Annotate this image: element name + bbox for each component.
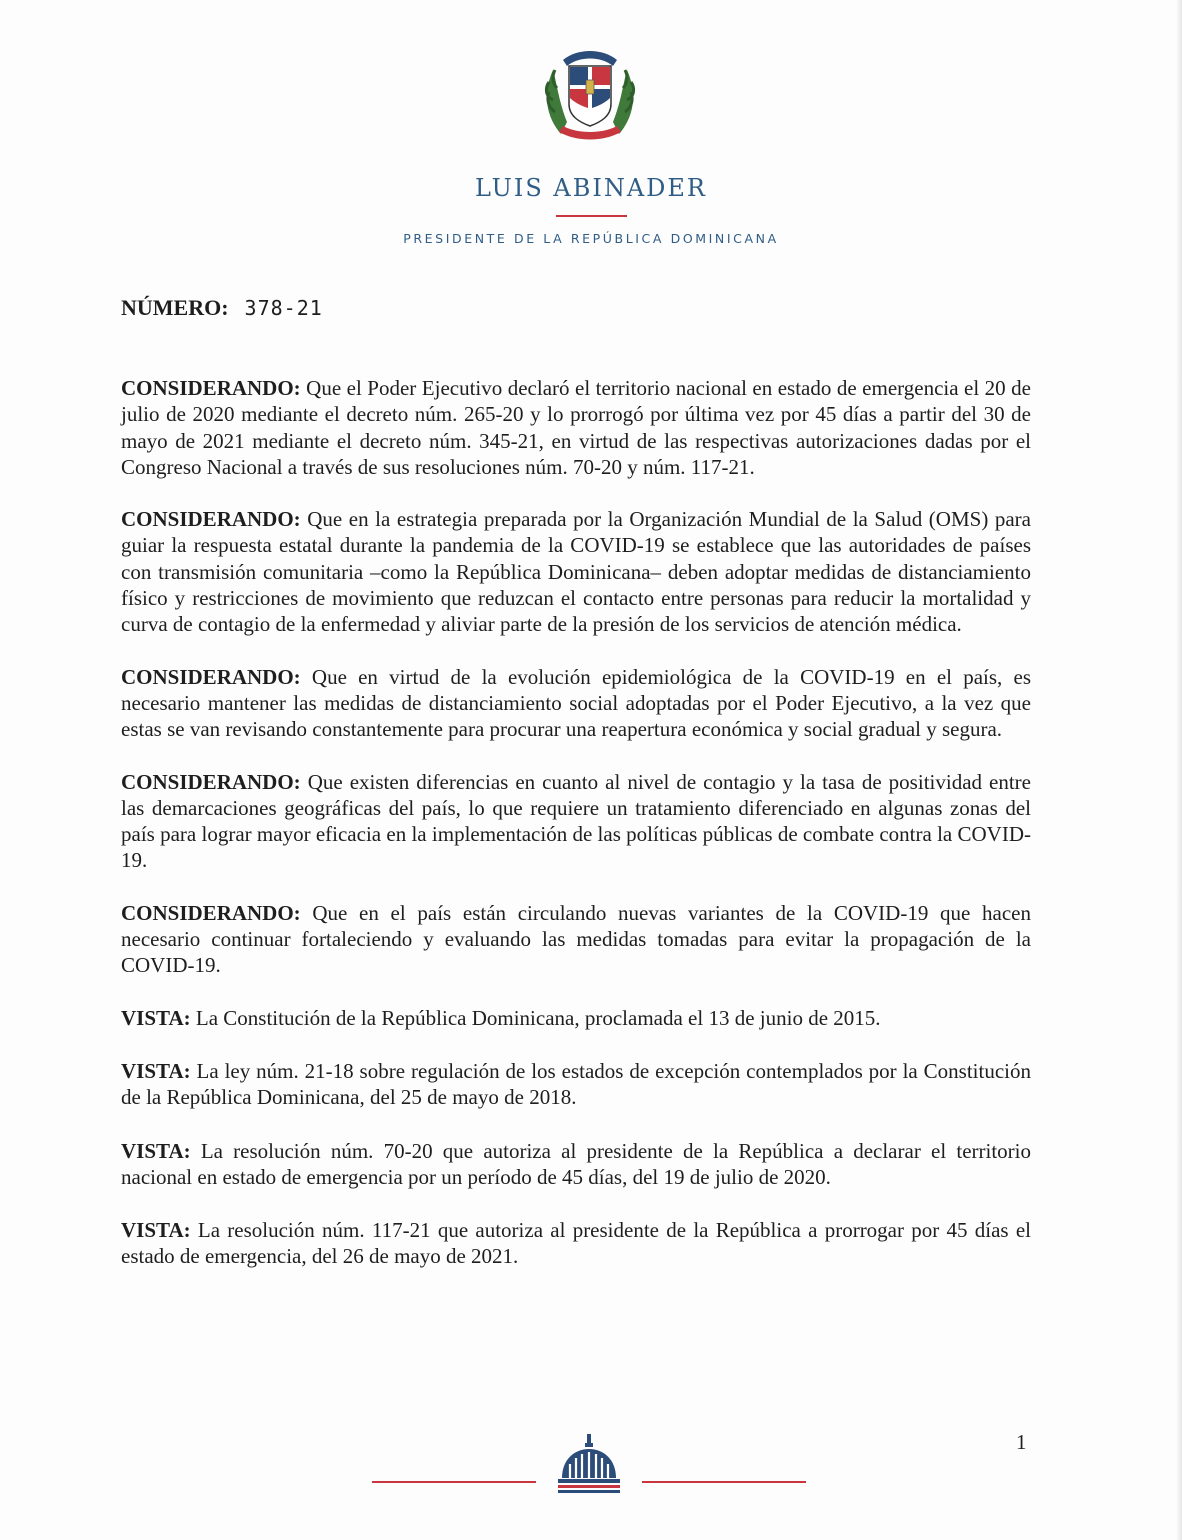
footer-divider-right [642,1481,806,1483]
vista-paragraph [121,1138,1031,1191]
paragraph-keyword: CONSIDERANDO: [121,507,301,532]
vista-paragraph [121,1058,1031,1111]
president-title: PRESIDENTE DE LA REPÚBLICA DOMINICANA [403,231,779,246]
vista-paragraph [121,1217,1031,1270]
decree-number-label: NÚMERO: [121,295,229,320]
paragraph-text: Que existen diferencias en cuanto al nivel de contagio y la tasa de positividad entre las demarcaciones geográficas del país, lo que requiere un tratamiento diferenciado en algunas zonas del país para lograr mayor eficacia en la implementación de las políticas públicas de combate contra la COVID-19. [121,769,1031,873]
decree-number [121,295,323,321]
header-divider [556,215,627,217]
considerando-paragraph [121,506,1031,637]
vista-paragraph [121,1005,1031,1031]
paragraph-text: Que el Poder Ejecutivo declaró el territorio nacional en estado de emergencia el 20 de julio de 2020 mediante el decreto núm. 265-20 y lo prorrogó por última vez por 45 días a partir del 30 de mayo de 2021 mediante el decreto núm. 345-21, en virtud de las respectivas autorizaciones dadas por el Congreso Nacional a través de sus resoluciones núm. 70-20 y núm. 117-21. [121,376,1031,479]
palace-dome-icon [556,1434,622,1494]
footer-divider-left [372,1481,536,1483]
considerando-paragraph [121,664,1031,743]
paragraph-text: La resolución núm. 70-20 que autoriza al presidente de la República a declarar el territorio nacional en estado de emergencia por un período de 45 días, del 19 de julio de 2020. [121,1138,1031,1189]
paragraph-text: La resolución núm. 117-21 que autoriza al presidente de la República a prorrogar por 45 días el estado de emergencia, del 26 de mayo de 2021. [121,1218,1031,1269]
document-body [121,375,1031,1297]
considerando-paragraph [121,375,1031,480]
considerando-paragraph [121,769,1031,874]
paragraph-keyword: VISTA: [121,1218,191,1243]
paragraph-keyword: CONSIDERANDO: [121,664,301,689]
paragraph-keyword: VISTA: [121,1138,191,1163]
paragraph-keyword: VISTA: [121,1058,191,1083]
paragraph-keyword: CONSIDERANDO: [121,900,301,925]
considerando-paragraph [121,900,1031,979]
coat-of-arms-icon [541,42,639,144]
decree-number-value: 378-21 [244,296,323,320]
paragraph-keyword: CONSIDERANDO: [121,376,301,400]
president-name: LUIS ABINADER [474,174,707,202]
paragraph-text: Que en virtud de la evolución epidemiológica de la COVID-19 en el país, es necesario mantener las medidas de distanciamiento social adoptadas por el Poder Ejecutivo, a la vez que estas se van revisando constantemente para procurar una reapertura económica y social gradual y segura. [121,664,1031,742]
paragraph-text: Que en la estrategia preparada por la Organización Mundial de la Salud (OMS) para guiar la respuesta estatal durante la pandemia de la COVID-19 se establece que las autoridades de países con transmisión comunitaria –como la República Dominicana– deben adoptar medidas de distanciamiento físico y restricciones de movimiento que reduzcan el contacto entre personas para reducir la mortalidad y curva de contagio de la enfermedad y aliviar parte de la presión de los servicios de atención médica. [121,507,1031,637]
paragraph-text: La Constitución de la República Dominicana, proclamada el 13 de junio de 2015. [190,1005,881,1030]
paragraph-text: La ley núm. 21-18 sobre regulación de los estados de excepción contemplados por la Constitución de la República Dominicana, del 25 de mayo de 2018. [121,1058,1031,1110]
page-number: 1 [1016,1430,1027,1454]
paragraph-keyword: CONSIDERANDO: [121,769,301,794]
paragraph-keyword: VISTA: [121,1005,191,1030]
paragraph-text: Que en el país están circulando nuevas variantes de la COVID-19 que hacen necesario continuar fortaleciendo y evaluando las medidas tomadas para evitar la propagación de la COVID-19. [121,900,1031,978]
